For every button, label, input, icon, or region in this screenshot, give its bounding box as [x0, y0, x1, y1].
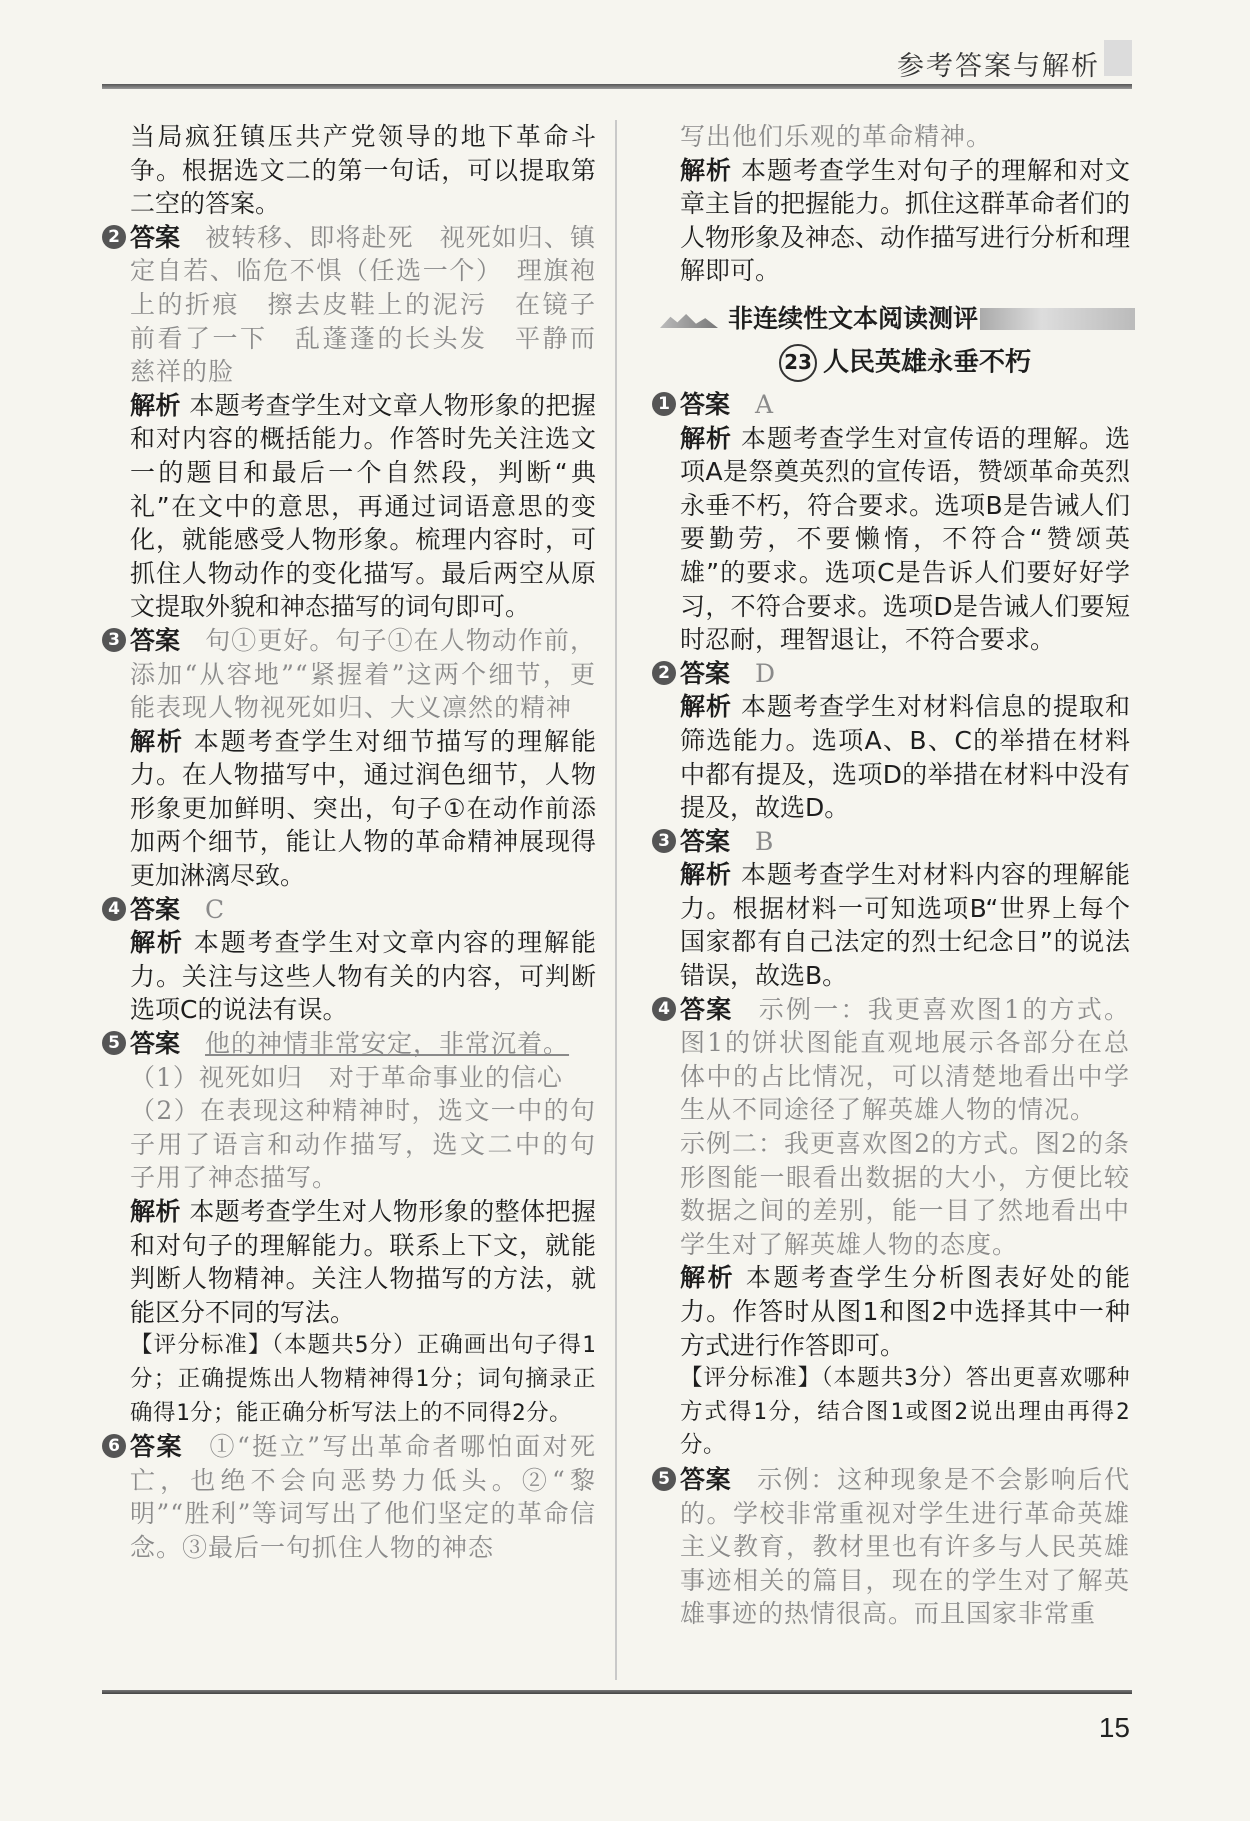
analysis-label: 解析 [680, 423, 733, 453]
section-header [680, 298, 1130, 340]
analysis-label: 解析 [680, 155, 733, 185]
question-number: 2 [102, 225, 126, 249]
analysis-label: 解析 [680, 1263, 736, 1293]
question-number: 5 [102, 1031, 126, 1055]
answer-text: C [205, 894, 226, 924]
question-4 [658, 993, 1130, 1463]
answer-text: D [755, 658, 777, 688]
answer-text: B [755, 826, 775, 856]
analysis-text: 本题考查学生对人物形象的整体把握和对句子的理解能力。联系上下文，就能判断人物精神。关注人物描写的方法，就能区分不同的写法。 [130, 1197, 596, 1327]
answer-label: 答案 [680, 1464, 732, 1494]
answer-text: A [755, 389, 775, 419]
answer-text: ①“挺立”写出革命者哪怕面对死亡，也绝不会向恶势力低头。②“黎明”“胜利”等词写出了他们坚定的革命信念。③最后一句抓住人物的神态 [130, 1432, 596, 1562]
analysis-text: 本题考查学生对细节描写的理解能力。在人物描写中，通过润色细节，人物形象更加鲜明、突出，句子①在动作前添加两个细节，能让人物的革命精神展现得更加淋漓尽致。 [130, 726, 596, 891]
analysis-label: 解析 [130, 726, 184, 756]
question-number: 4 [102, 897, 126, 921]
analysis-label: 解析 [130, 390, 181, 420]
right-column [658, 120, 1131, 1631]
question-number: 2 [652, 661, 676, 685]
analysis-label: 解析 [680, 692, 733, 722]
analysis-label: 解析 [130, 928, 184, 958]
answer-label: 答案 [680, 389, 731, 419]
answer-label: 答案 [680, 994, 733, 1024]
question-5 [658, 1463, 1130, 1631]
scoring-standard: 【评分标准】（本题共5分）正确画出句子得1分；正确提炼出人物精神得1分；词句摘录正确得1分；能正确分析写法上的不同得2分。 [130, 1332, 596, 1426]
analysis-label: 解析 [680, 860, 733, 890]
analysis-text: 本题考查学生对宣传语的理解。选项A是祭奠英烈的宣传语，赞颂革命英烈永垂不朽，符合要求。选项B是告诫人们要勤劳，不要懒惰，不符合“赞颂英雄”的要求。选项C是告诉人们要好好学习，不符合要求。选项D是告诫人们要短时忍耐，理智退让，不符合要求。 [680, 423, 1130, 655]
answer-text-2: 示例二：我更喜欢图2的方式。图2的条形图能一眼看出数据的大小，方便比较数据之间的差别，能一目了然地看出中学生对了解英雄人物的态度。 [680, 1129, 1130, 1259]
continued-answer: 写出他们乐观的革命精神。 [680, 122, 993, 151]
question-6 [108, 1430, 596, 1564]
analysis-text: 本题考查学生分析图表好处的能力。作答时从图1和图2中选择其中一种方式进行作答即可。 [680, 1263, 1130, 1360]
header-rule [102, 84, 1132, 89]
question-number: 3 [652, 829, 676, 853]
mountain-icon [660, 314, 718, 328]
scoring-standard: 【评分标准】（本题共3分）答出更喜欢哪种方式得1分，结合图1或图2说出理由再得2分。 [680, 1365, 1130, 1459]
left-column [108, 120, 596, 1565]
question-number: 5 [652, 1467, 676, 1491]
running-header: 参考答案与解析 [897, 51, 1100, 82]
answer-label: 答案 [680, 826, 731, 856]
analysis-text: 本题考查学生对文章人物形象的把握和对内容的概括能力。作答时先关注选文一的题目和最后一个自然段，判断“典礼”在文中的意思，再通过词语意思的变化，就能感受人物形象。梳理内容时，可抓住人物动作的变化描写。最后两空从原文提取外貌和神态描写的词句即可。 [130, 390, 596, 622]
footer-rule [102, 1690, 1132, 1694]
page-number: 15 [1098, 1712, 1130, 1743]
question-number: 1 [652, 392, 676, 416]
question-2 [108, 221, 596, 624]
article-number: 23 [779, 344, 817, 382]
question-4 [108, 893, 596, 1027]
question-number: 6 [102, 1434, 126, 1458]
answer-text: 他的神情非常安定，非常沉着。 [205, 1029, 570, 1059]
analysis-text: 本题考查学生对文章内容的理解能力。关注与这些人物有关的内容，可判断选项C的说法有误。 [130, 928, 596, 1025]
sub-answer-1: （1）视死如归 对于革命事业的信心 [130, 1062, 563, 1092]
column-divider [615, 120, 617, 1680]
answer-text: 句①更好。句子①在人物动作前，添加“从容地”“紧握着”这两个细节，更能表现人物视死如归、大义凛然的精神 [130, 625, 596, 723]
question-1 [658, 388, 1130, 657]
sub-answer-2: （2）在表现这种精神时，选文一中的句子用了语言和动作描写，选文二中的句子用了神态描写。 [130, 1096, 596, 1193]
answer-label: 答案 [130, 625, 181, 655]
question-number: 3 [102, 628, 126, 652]
answer-text: 示例一：我更喜欢图1的方式。图1的饼状图能直观地展示各部分在总体中的占比情况，可以清楚地看出中学生从不同途径了解英雄人物的情况。 [680, 994, 1130, 1125]
answer-label: 答案 [130, 222, 181, 252]
answer-label: 答案 [130, 894, 181, 924]
answer-text: 被转移、即将赴死 视死如归、镇定自若、临危不惧（任选一个） 理旗袍上的折痕 擦去皮鞋上的泥污 在镜子前看了一下 乱蓬蓬的长头发 平静而慈祥的脸 [130, 222, 596, 387]
question-3 [658, 825, 1130, 993]
analysis-text: 本题考查学生对材料信息的提取和筛选能力。选项A、B、C的举措在材料中都有提及，选项D的举措在材料中没有提及，故选D。 [680, 692, 1130, 823]
section-title: 非连续性文本阅读测评 [728, 303, 979, 333]
question-5 [108, 1027, 596, 1430]
analysis-text: 本题考查学生对材料内容的理解能力。根据材料一可知选项B“世界上每个国家都有自己法定的烈士纪念日”的说法错误，故选B。 [680, 860, 1130, 991]
intro-text: 当局疯狂镇压共产党领导的地下革命斗争。根据选文二的第一句话，可以提取第二空的答案。 [130, 122, 596, 219]
article-heading [680, 344, 1130, 382]
answer-label: 答案 [130, 1029, 181, 1059]
question-3 [108, 624, 596, 893]
section-bar [980, 308, 1135, 330]
analysis-label: 解析 [130, 1197, 181, 1226]
question-number: 4 [652, 997, 676, 1021]
analysis-text: 本题考查学生对句子的理解和对文章主旨的把握能力。抓住这群革命者们的人物形象及神态、动作描写进行分析和理解即可。 [680, 155, 1131, 286]
header-decoration [1104, 40, 1132, 76]
answer-label: 答案 [130, 1432, 183, 1462]
answer-label: 答案 [680, 658, 731, 688]
answer-text: 示例：这种现象是不会影响后代的。学校非常重视对学生进行革命英雄主义教育，教材里也有许多与人民英雄事迹相关的篇目，现在的学生对了解英雄事迹的热情很高。而且国家非常重 [680, 1464, 1130, 1629]
article-title: 人民英雄永垂不朽 [822, 347, 1031, 378]
question-2 [658, 657, 1130, 825]
